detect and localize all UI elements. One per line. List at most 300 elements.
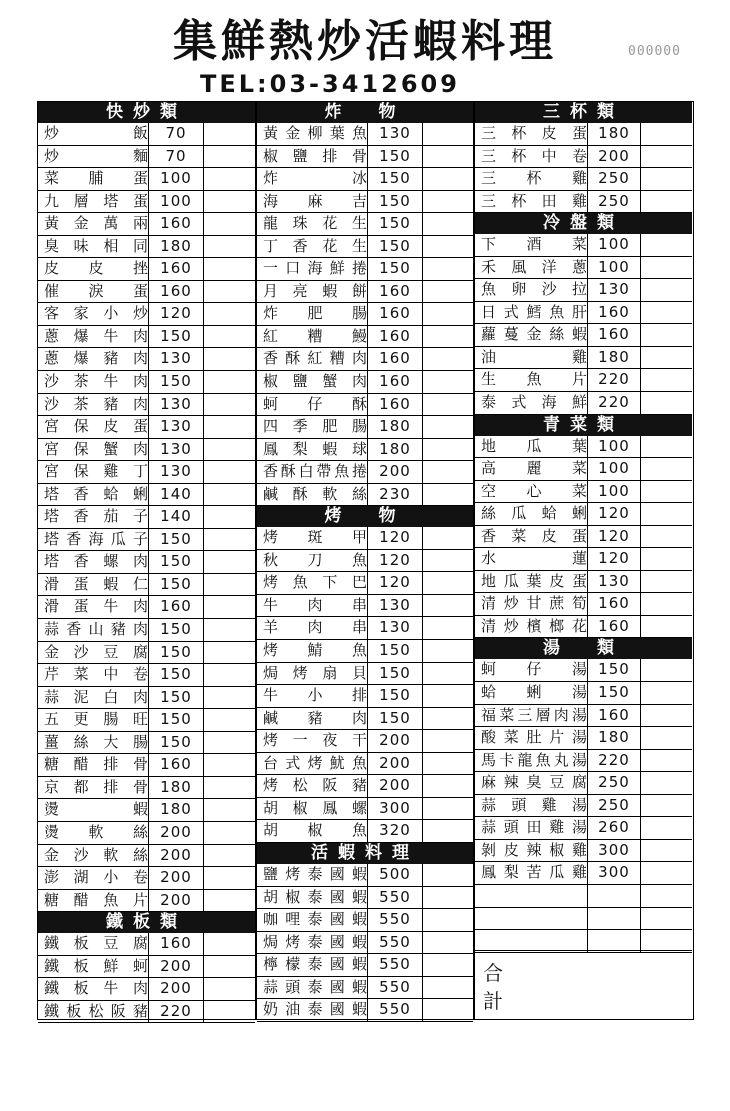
menu-item-row[interactable] bbox=[257, 326, 473, 349]
quantity-cell[interactable] bbox=[640, 885, 692, 907]
dish-price: 160 bbox=[587, 705, 640, 727]
menu-item-row[interactable] bbox=[475, 168, 692, 191]
quantity-cell[interactable] bbox=[640, 481, 692, 503]
menu-item-row[interactable] bbox=[475, 392, 692, 415]
quantity-cell[interactable] bbox=[422, 640, 473, 662]
quantity-cell[interactable] bbox=[640, 324, 692, 346]
menu-item-row[interactable] bbox=[475, 369, 692, 392]
quantity-cell[interactable] bbox=[640, 302, 692, 324]
dish-name: 油雞 bbox=[481, 347, 587, 366]
quantity-cell[interactable] bbox=[203, 529, 255, 551]
dish-price: 250 bbox=[587, 795, 640, 817]
menu-item-row[interactable] bbox=[38, 709, 255, 732]
dish-name: 椒鹽蟹肉 bbox=[263, 372, 367, 391]
menu-item-row[interactable] bbox=[475, 659, 692, 682]
quantity-cell[interactable] bbox=[203, 326, 255, 348]
dish-price: 160 bbox=[587, 616, 640, 638]
menu-item-row[interactable] bbox=[475, 682, 692, 705]
quantity-cell[interactable] bbox=[422, 326, 473, 348]
menu-item-row[interactable] bbox=[257, 572, 473, 595]
menu-section bbox=[38, 912, 255, 1023]
menu-item-row[interactable] bbox=[475, 862, 692, 885]
dish-name: 月亮蝦餅 bbox=[263, 281, 367, 300]
quantity-cell[interactable] bbox=[422, 168, 473, 190]
menu-item-row[interactable] bbox=[475, 750, 692, 773]
menu-item-row[interactable] bbox=[257, 236, 473, 259]
quantity-cell[interactable] bbox=[203, 506, 255, 528]
quantity-cell[interactable] bbox=[422, 798, 473, 820]
menu-item-row[interactable] bbox=[257, 527, 473, 550]
menu-item-row[interactable] bbox=[38, 258, 255, 281]
menu-item-row[interactable] bbox=[475, 593, 692, 616]
quantity-cell[interactable] bbox=[203, 371, 255, 393]
menu-item-row[interactable] bbox=[257, 932, 473, 955]
quantity-cell[interactable] bbox=[422, 394, 473, 416]
quantity-cell[interactable] bbox=[422, 527, 473, 549]
quantity-cell[interactable] bbox=[422, 864, 473, 886]
quantity-cell[interactable] bbox=[203, 754, 255, 776]
quantity-cell[interactable] bbox=[640, 146, 692, 168]
dish-name: 臭味相同 bbox=[44, 236, 148, 255]
menu-item-row[interactable] bbox=[38, 371, 255, 394]
menu-item-row[interactable] bbox=[475, 705, 692, 728]
quantity-cell[interactable] bbox=[422, 550, 473, 572]
section-header: 鐵板類 bbox=[38, 912, 255, 933]
quantity-cell[interactable] bbox=[640, 458, 692, 480]
menu-item-row[interactable] bbox=[475, 795, 692, 818]
dish-name: 一口海鮮捲 bbox=[263, 259, 367, 278]
dish-name: 黃金柳葉魚 bbox=[263, 124, 367, 142]
dish-name: 鐵板牛肉 bbox=[44, 979, 148, 998]
quantity-cell[interactable] bbox=[422, 439, 473, 461]
menu-item-row[interactable] bbox=[257, 663, 473, 686]
menu-item-row[interactable] bbox=[257, 258, 473, 281]
menu-item-row[interactable] bbox=[475, 908, 692, 931]
quantity-cell[interactable] bbox=[422, 887, 473, 909]
menu-item-row[interactable] bbox=[38, 845, 255, 868]
dish-price: 150 bbox=[587, 659, 640, 681]
quantity-cell[interactable] bbox=[203, 978, 255, 1000]
menu-item-row[interactable] bbox=[38, 956, 255, 979]
dish-name: 塔香螺肉 bbox=[44, 552, 148, 571]
quantity-cell[interactable] bbox=[640, 750, 692, 772]
quantity-cell[interactable] bbox=[203, 258, 255, 280]
menu-item-row[interactable] bbox=[38, 890, 255, 913]
menu-item-row[interactable] bbox=[38, 529, 255, 552]
quantity-cell[interactable] bbox=[640, 369, 692, 391]
dish-price: 160 bbox=[148, 754, 203, 776]
dish-price: 200 bbox=[148, 822, 203, 844]
menu-item-row[interactable] bbox=[257, 484, 473, 507]
quantity-cell[interactable] bbox=[422, 954, 473, 976]
menu-item-row[interactable] bbox=[38, 551, 255, 574]
quantity-cell[interactable] bbox=[203, 732, 255, 754]
quantity-cell[interactable] bbox=[203, 664, 255, 686]
menu-item-row[interactable] bbox=[257, 999, 473, 1022]
menu-item-row[interactable] bbox=[475, 481, 692, 504]
quantity-cell[interactable] bbox=[422, 708, 473, 730]
dish-price: 150 bbox=[148, 529, 203, 551]
dish-price: 130 bbox=[148, 461, 203, 483]
section-header: 三杯類 bbox=[475, 102, 692, 123]
quantity-cell[interactable] bbox=[422, 663, 473, 685]
menu-item-row[interactable] bbox=[257, 416, 473, 439]
quantity-cell[interactable] bbox=[640, 727, 692, 749]
menu-item-row[interactable] bbox=[257, 753, 473, 776]
menu-item-row[interactable] bbox=[38, 1001, 255, 1024]
dish-name: 宮保皮蛋 bbox=[44, 417, 148, 436]
menu-item-row[interactable] bbox=[475, 234, 692, 257]
menu-item-row[interactable] bbox=[257, 439, 473, 462]
menu-item-row[interactable] bbox=[475, 817, 692, 840]
menu-item-row[interactable] bbox=[38, 213, 255, 236]
quantity-cell[interactable] bbox=[640, 840, 692, 862]
dish-price: 160 bbox=[367, 394, 422, 416]
menu-item-row[interactable] bbox=[257, 640, 473, 663]
quantity-cell[interactable] bbox=[422, 820, 473, 842]
quantity-cell[interactable] bbox=[640, 659, 692, 681]
dish-price: 140 bbox=[148, 506, 203, 528]
quantity-cell[interactable] bbox=[422, 258, 473, 280]
dish-price: 220 bbox=[587, 750, 640, 772]
menu-item-row[interactable] bbox=[38, 933, 255, 956]
quantity-cell[interactable] bbox=[422, 461, 473, 483]
quantity-cell[interactable] bbox=[203, 281, 255, 303]
menu-item-row[interactable] bbox=[38, 574, 255, 597]
quantity-cell[interactable] bbox=[422, 617, 473, 639]
quantity-cell[interactable] bbox=[422, 123, 473, 145]
quantity-cell[interactable] bbox=[203, 416, 255, 438]
quantity-cell[interactable] bbox=[422, 775, 473, 797]
menu-item-row[interactable] bbox=[475, 503, 692, 526]
dish-price: 150 bbox=[587, 682, 640, 704]
dish-name: 禾風洋蔥 bbox=[481, 257, 587, 276]
menu-item-row[interactable] bbox=[257, 977, 473, 1000]
quantity-cell[interactable] bbox=[203, 845, 255, 867]
quantity-cell[interactable] bbox=[203, 596, 255, 618]
menu-item-row[interactable] bbox=[475, 458, 692, 481]
dish-name: 烤斑甲 bbox=[263, 528, 367, 547]
menu-item-row[interactable] bbox=[257, 123, 473, 146]
quantity-cell[interactable] bbox=[640, 436, 692, 458]
menu-item-row[interactable] bbox=[257, 887, 473, 910]
dish-name: 羊肉串 bbox=[263, 618, 367, 637]
quantity-cell[interactable] bbox=[422, 977, 473, 999]
dish-name: 澎湖小卷 bbox=[44, 868, 148, 887]
quantity-cell[interactable] bbox=[422, 909, 473, 931]
menu-item-row[interactable] bbox=[38, 416, 255, 439]
dish-price: 160 bbox=[367, 281, 422, 303]
menu-item-row[interactable] bbox=[38, 664, 255, 687]
menu-item-row[interactable] bbox=[38, 978, 255, 1001]
quantity-cell[interactable] bbox=[203, 191, 255, 213]
quantity-cell[interactable] bbox=[640, 191, 692, 213]
menu-item-row[interactable] bbox=[38, 146, 255, 169]
menu-item-row[interactable] bbox=[38, 281, 255, 304]
menu-item-row[interactable] bbox=[257, 394, 473, 417]
dish-price: 120 bbox=[587, 503, 640, 525]
menu-item-row[interactable] bbox=[38, 484, 255, 507]
total-label: 合計 bbox=[483, 961, 503, 1013]
quantity-cell[interactable] bbox=[640, 682, 692, 704]
serial-number: 000000 bbox=[628, 44, 681, 59]
quantity-cell[interactable] bbox=[422, 213, 473, 235]
dish-price: 300 bbox=[587, 862, 640, 884]
menu-item-row[interactable] bbox=[38, 732, 255, 755]
dish-price: 180 bbox=[367, 416, 422, 438]
quantity-cell[interactable] bbox=[422, 685, 473, 707]
dish-name: 燙蝦 bbox=[44, 800, 148, 819]
quantity-cell[interactable] bbox=[422, 999, 473, 1021]
menu-item-row[interactable] bbox=[257, 550, 473, 573]
quantity-cell[interactable] bbox=[640, 908, 692, 930]
dish-price: 320 bbox=[367, 820, 422, 842]
menu-item-row[interactable] bbox=[475, 727, 692, 750]
dish-price: 130 bbox=[367, 595, 422, 617]
quantity-cell[interactable] bbox=[640, 548, 692, 570]
menu-item-row[interactable] bbox=[475, 436, 692, 459]
menu-item-row[interactable] bbox=[475, 772, 692, 795]
quantity-cell[interactable] bbox=[203, 236, 255, 258]
quantity-cell[interactable] bbox=[203, 484, 255, 506]
dish-price: 180 bbox=[587, 727, 640, 749]
quantity-cell[interactable] bbox=[640, 795, 692, 817]
dish-price bbox=[587, 885, 640, 907]
menu-item-row[interactable] bbox=[257, 685, 473, 708]
quantity-cell[interactable] bbox=[422, 730, 473, 752]
quantity-cell[interactable] bbox=[640, 593, 692, 615]
menu-item-row[interactable] bbox=[257, 798, 473, 821]
quantity-cell[interactable] bbox=[422, 236, 473, 258]
quantity-cell[interactable] bbox=[640, 234, 692, 256]
dish-price: 70 bbox=[148, 146, 203, 168]
menu-item-row[interactable] bbox=[257, 775, 473, 798]
menu-item-row[interactable] bbox=[475, 146, 692, 169]
dish-price: 120 bbox=[148, 303, 203, 325]
dish-price: 150 bbox=[148, 687, 203, 709]
menu-item-row[interactable] bbox=[257, 281, 473, 304]
quantity-cell[interactable] bbox=[203, 933, 255, 955]
dish-name: 台式烤魷魚 bbox=[263, 753, 367, 772]
menu-item-row[interactable] bbox=[38, 461, 255, 484]
dish-price: 180 bbox=[148, 777, 203, 799]
menu-item-row[interactable] bbox=[257, 303, 473, 326]
menu-item-row[interactable] bbox=[38, 303, 255, 326]
quantity-cell[interactable] bbox=[640, 347, 692, 369]
quantity-cell[interactable] bbox=[203, 956, 255, 978]
menu-item-row[interactable] bbox=[475, 347, 692, 370]
menu-item-row[interactable] bbox=[38, 168, 255, 191]
quantity-cell[interactable] bbox=[422, 348, 473, 370]
dish-name: 蘿蔓金絲蝦 bbox=[481, 325, 587, 344]
dish-price: 70 bbox=[148, 123, 203, 145]
dish-name: 炸肥腸 bbox=[263, 304, 367, 323]
menu-section bbox=[38, 102, 255, 912]
quantity-cell[interactable] bbox=[640, 930, 692, 952]
menu-item-row[interactable] bbox=[257, 909, 473, 932]
menu-section bbox=[257, 102, 473, 506]
dish-name: 焗烤扇貝 bbox=[263, 663, 367, 682]
quantity-cell[interactable] bbox=[203, 709, 255, 731]
dish-name: 下酒菜 bbox=[481, 235, 587, 254]
dish-price: 550 bbox=[367, 954, 422, 976]
menu-item-row[interactable] bbox=[257, 348, 473, 371]
quantity-cell[interactable] bbox=[422, 371, 473, 393]
menu-item-row[interactable] bbox=[38, 506, 255, 529]
quantity-cell[interactable] bbox=[422, 281, 473, 303]
menu-item-row[interactable] bbox=[257, 213, 473, 236]
quantity-cell[interactable] bbox=[203, 551, 255, 573]
menu-item-row[interactable] bbox=[38, 754, 255, 777]
quantity-cell[interactable] bbox=[203, 348, 255, 370]
menu-item-row[interactable] bbox=[257, 730, 473, 753]
dish-price: 200 bbox=[148, 890, 203, 912]
quantity-cell[interactable] bbox=[422, 932, 473, 954]
menu-item-row[interactable] bbox=[475, 324, 692, 347]
menu-item-row[interactable] bbox=[38, 777, 255, 800]
quantity-cell[interactable] bbox=[203, 642, 255, 664]
menu-item-row[interactable] bbox=[475, 191, 692, 214]
dish-name: 香酥白帶魚捲 bbox=[263, 462, 367, 481]
menu-item-row[interactable] bbox=[38, 867, 255, 890]
menu-item-row[interactable] bbox=[475, 279, 692, 302]
quantity-cell[interactable] bbox=[203, 213, 255, 235]
quantity-cell[interactable] bbox=[422, 595, 473, 617]
menu-item-row[interactable] bbox=[475, 123, 692, 146]
dish-price: 150 bbox=[148, 642, 203, 664]
quantity-cell[interactable] bbox=[640, 123, 692, 145]
quantity-cell[interactable] bbox=[422, 416, 473, 438]
quantity-cell[interactable] bbox=[422, 484, 473, 506]
menu-item-row[interactable] bbox=[475, 257, 692, 280]
menu-section bbox=[475, 213, 692, 414]
menu-item-row[interactable] bbox=[38, 191, 255, 214]
menu-item-row[interactable] bbox=[257, 617, 473, 640]
dish-price: 250 bbox=[587, 191, 640, 213]
quantity-cell[interactable] bbox=[422, 753, 473, 775]
quantity-cell[interactable] bbox=[640, 571, 692, 593]
dish-name: 三杯中卷 bbox=[481, 146, 587, 165]
menu-item-row[interactable] bbox=[257, 708, 473, 731]
menu-item-row[interactable] bbox=[475, 548, 692, 571]
menu-item-row[interactable] bbox=[475, 840, 692, 863]
menu-item-row[interactable] bbox=[257, 168, 473, 191]
dish-price: 150 bbox=[148, 551, 203, 573]
quantity-cell[interactable] bbox=[203, 394, 255, 416]
quantity-cell[interactable] bbox=[203, 777, 255, 799]
dish-name: 鹹酥軟絲 bbox=[263, 484, 367, 503]
menu-item-row[interactable] bbox=[38, 348, 255, 371]
quantity-cell[interactable] bbox=[640, 705, 692, 727]
menu-item-row[interactable] bbox=[475, 885, 692, 908]
menu-item-row[interactable] bbox=[475, 571, 692, 594]
menu-item-row[interactable] bbox=[38, 822, 255, 845]
quantity-cell[interactable] bbox=[640, 279, 692, 301]
dish-price: 160 bbox=[367, 348, 422, 370]
quantity-cell[interactable] bbox=[640, 392, 692, 414]
dish-price: 160 bbox=[148, 933, 203, 955]
menu-item-row[interactable] bbox=[257, 461, 473, 484]
quantity-cell[interactable] bbox=[640, 257, 692, 279]
dish-name: 蒜頭泰國蝦 bbox=[263, 977, 367, 996]
quantity-cell[interactable] bbox=[203, 619, 255, 641]
quantity-cell[interactable] bbox=[640, 168, 692, 190]
dish-name: 紅糟鰻 bbox=[263, 326, 367, 345]
menu-item-row[interactable] bbox=[475, 302, 692, 325]
menu-item-row[interactable] bbox=[257, 371, 473, 394]
menu-item-row[interactable] bbox=[257, 864, 473, 887]
menu-item-row[interactable] bbox=[257, 954, 473, 977]
quantity-cell[interactable] bbox=[422, 191, 473, 213]
menu-item-row[interactable] bbox=[38, 394, 255, 417]
dish-name: 空心菜 bbox=[481, 481, 587, 500]
quantity-cell[interactable] bbox=[640, 616, 692, 638]
quantity-cell[interactable] bbox=[640, 526, 692, 548]
menu-item-row[interactable] bbox=[38, 123, 255, 146]
quantity-cell[interactable] bbox=[203, 146, 255, 168]
quantity-cell[interactable] bbox=[203, 168, 255, 190]
quantity-cell[interactable] bbox=[203, 439, 255, 461]
menu-item-row[interactable] bbox=[38, 326, 255, 349]
dish-name: 京都排骨 bbox=[44, 777, 148, 796]
quantity-cell[interactable] bbox=[203, 687, 255, 709]
dish-name: 滑蛋蝦仁 bbox=[44, 574, 148, 593]
dish-price: 150 bbox=[148, 574, 203, 596]
menu-item-row[interactable] bbox=[257, 146, 473, 169]
quantity-cell[interactable] bbox=[203, 890, 255, 912]
menu-item-row[interactable] bbox=[38, 799, 255, 822]
menu-item-row[interactable] bbox=[475, 526, 692, 549]
dish-name: 菜脯蛋 bbox=[44, 169, 148, 188]
quantity-cell[interactable] bbox=[640, 772, 692, 794]
quantity-cell[interactable] bbox=[640, 862, 692, 884]
quantity-cell[interactable] bbox=[422, 146, 473, 168]
quantity-cell[interactable] bbox=[203, 1001, 255, 1023]
total-box[interactable] bbox=[475, 950, 692, 1019]
dish-name: 塔香茄子 bbox=[44, 507, 148, 526]
menu-item-row[interactable] bbox=[38, 439, 255, 462]
dish-price: 550 bbox=[367, 909, 422, 931]
quantity-cell[interactable] bbox=[203, 822, 255, 844]
dish-name: 燙軟絲 bbox=[44, 822, 148, 841]
quantity-cell[interactable] bbox=[640, 817, 692, 839]
dish-name: 鳳梨蝦球 bbox=[263, 439, 367, 458]
menu-item-row[interactable] bbox=[475, 616, 692, 639]
quantity-cell[interactable] bbox=[422, 572, 473, 594]
menu-item-row[interactable] bbox=[38, 687, 255, 710]
menu-item-row[interactable] bbox=[257, 595, 473, 618]
quantity-cell[interactable] bbox=[203, 303, 255, 325]
dish-name: 蔥爆豬肉 bbox=[44, 349, 148, 368]
quantity-cell[interactable] bbox=[203, 867, 255, 889]
menu-item-row[interactable] bbox=[38, 619, 255, 642]
quantity-cell[interactable] bbox=[203, 123, 255, 145]
quantity-cell[interactable] bbox=[203, 574, 255, 596]
menu-item-row[interactable] bbox=[257, 820, 473, 843]
quantity-cell[interactable] bbox=[422, 303, 473, 325]
menu-item-row[interactable] bbox=[38, 236, 255, 259]
dish-name: 馬卡龍魚丸湯 bbox=[481, 750, 587, 769]
menu-item-row[interactable] bbox=[257, 191, 473, 214]
dish-price: 200 bbox=[367, 730, 422, 752]
menu-item-row[interactable] bbox=[38, 596, 255, 619]
section-header: 快炒類 bbox=[38, 102, 255, 123]
dish-price: 160 bbox=[587, 324, 640, 346]
quantity-cell[interactable] bbox=[640, 503, 692, 525]
quantity-cell[interactable] bbox=[203, 799, 255, 821]
menu-item-row[interactable] bbox=[38, 642, 255, 665]
quantity-cell[interactable] bbox=[203, 461, 255, 483]
